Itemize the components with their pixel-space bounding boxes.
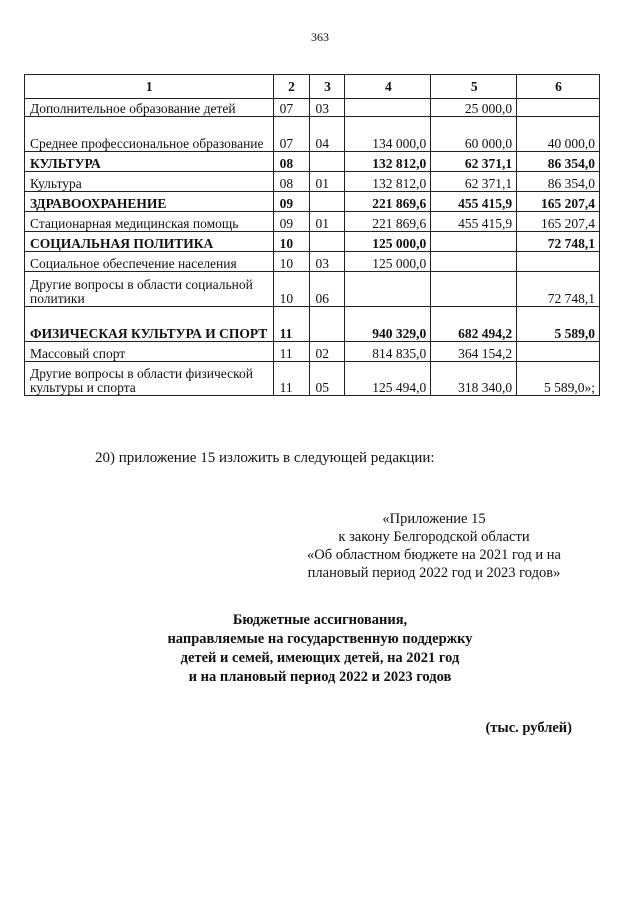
cell-name: Культура: [25, 172, 274, 192]
header-col-4: 4: [345, 75, 431, 99]
cell-2022: [431, 252, 517, 272]
cell-2022: 682 494,2: [431, 307, 517, 342]
cell-section: 11: [273, 362, 309, 396]
cell-2021: [345, 99, 431, 117]
cell-2022: 318 340,0: [431, 362, 517, 396]
cell-subsection: 04: [309, 117, 345, 152]
cell-subsection: [309, 152, 345, 172]
cell-2022: 25 000,0: [431, 99, 517, 117]
cell-2021: 221 869,6: [345, 212, 431, 232]
cell-section: 10: [273, 272, 309, 307]
cell-section: 10: [273, 252, 309, 272]
cell-2022: 60 000,0: [431, 117, 517, 152]
cell-name: Другие вопросы в области физической культуры и спорта: [25, 362, 274, 396]
cell-2021: 940 329,0: [345, 307, 431, 342]
cell-2022: [431, 272, 517, 307]
cell-name: Стационарная медицинская помощь: [25, 212, 274, 232]
budget-table: [24, 74, 600, 396]
cell-name: Массовый спорт: [25, 342, 274, 362]
cell-name: Социальное обеспечение населения: [25, 252, 274, 272]
cell-2022: 364 154,2: [431, 342, 517, 362]
cell-section: 11: [273, 307, 309, 342]
cell-subsection: 02: [309, 342, 345, 362]
cell-2023: 165 207,4: [517, 192, 600, 212]
cell-2021: 134 000,0: [345, 117, 431, 152]
cell-subsection: 03: [309, 252, 345, 272]
header-col-2: 2: [273, 75, 309, 99]
appendix-line-2: к закону Белгородской области: [338, 529, 530, 545]
cell-2022: 62 371,1: [431, 172, 517, 192]
document-title: [0, 611, 640, 687]
cell-subsection: 05: [309, 362, 345, 396]
appendix-reference: [284, 510, 584, 582]
table-row: [25, 212, 600, 232]
cell-2023: [517, 252, 600, 272]
cell-2021: 125 000,0: [345, 252, 431, 272]
cell-section: 10: [273, 232, 309, 252]
table-row: [25, 192, 600, 212]
cell-2023: 86 354,0: [517, 172, 600, 192]
table-row: [25, 99, 600, 117]
cell-2022: [431, 232, 517, 252]
header-col-6: 6: [517, 75, 600, 99]
cell-subsection: 01: [309, 212, 345, 232]
table-row: [25, 362, 600, 396]
cell-2023: 5 589,0: [517, 307, 600, 342]
table-row: [25, 172, 600, 192]
cell-2021: 132 812,0: [345, 152, 431, 172]
cell-2021: 221 869,6: [345, 192, 431, 212]
cell-section: 08: [273, 172, 309, 192]
header-col-3: 3: [309, 75, 345, 99]
page-number: 363: [311, 30, 329, 44]
table-row: [25, 272, 600, 307]
cell-section: 07: [273, 117, 309, 152]
title-line-2: направляемые на государственную поддержку: [167, 631, 473, 647]
cell-2021: 814 835,0: [345, 342, 431, 362]
cell-section: 09: [273, 192, 309, 212]
table-header-row: [25, 75, 600, 99]
table-body: [25, 99, 600, 396]
cell-name: Среднее профессиональное образование: [25, 117, 274, 152]
table-row: [25, 342, 600, 362]
cell-name: Другие вопросы в области социальной политики: [25, 272, 274, 307]
cell-section: 09: [273, 212, 309, 232]
title-line-4: и на плановый период 2022 и 2023 годов: [188, 669, 452, 685]
cell-2022: 455 415,9: [431, 212, 517, 232]
table-row: [25, 117, 600, 152]
cell-subsection: 01: [309, 172, 345, 192]
table-row: [25, 307, 600, 342]
cell-2021: 132 812,0: [345, 172, 431, 192]
cell-name: Дополнительное образование детей: [25, 99, 274, 117]
cell-2023: [517, 342, 600, 362]
cell-name: ФИЗИЧЕСКАЯ КУЛЬТУРА И СПОРТ: [25, 307, 274, 342]
cell-subsection: [309, 232, 345, 252]
cell-2023: 86 354,0: [517, 152, 600, 172]
cell-section: 08: [273, 152, 309, 172]
cell-subsection: 06: [309, 272, 345, 307]
table-row: [25, 152, 600, 172]
appendix-line-1: «Приложение 15: [382, 511, 486, 527]
cell-section: 11: [273, 342, 309, 362]
cell-2021: 125 000,0: [345, 232, 431, 252]
cell-2023: [517, 99, 600, 117]
title-line-3: детей и семей, имеющих детей, на 2021 год: [180, 650, 460, 666]
header-col-1: 1: [25, 75, 274, 99]
appendix-line-3: «Об областном бюджете на 2021 год и на: [307, 547, 561, 563]
cell-subsection: 03: [309, 99, 345, 117]
cell-2023: 5 589,0»;: [517, 362, 600, 396]
cell-subsection: [309, 307, 345, 342]
cell-section: 07: [273, 99, 309, 117]
header-col-5: 5: [431, 75, 517, 99]
cell-2022: 455 415,9: [431, 192, 517, 212]
cell-2021: 125 494,0: [345, 362, 431, 396]
cell-2022: 62 371,1: [431, 152, 517, 172]
cell-name: КУЛЬТУРА: [25, 152, 274, 172]
table-row: [25, 232, 600, 252]
table-row: [25, 252, 600, 272]
cell-2023: 72 748,1: [517, 272, 600, 307]
appendix-line-4: плановый период 2022 год и 2023 годов»: [307, 565, 561, 581]
instruction-text: 20) приложение 15 изложить в следующей редакции:: [95, 450, 435, 466]
cell-2023: 72 748,1: [517, 232, 600, 252]
cell-2023: 165 207,4: [517, 212, 600, 232]
cell-2023: 40 000,0: [517, 117, 600, 152]
cell-name: СОЦИАЛЬНАЯ ПОЛИТИКА: [25, 232, 274, 252]
cell-subsection: [309, 192, 345, 212]
units-label: (тыс. рублей): [485, 720, 572, 736]
cell-2021: [345, 272, 431, 307]
cell-name: ЗДРАВООХРАНЕНИЕ: [25, 192, 274, 212]
title-line-1: Бюджетные ассигнования,: [232, 612, 408, 628]
